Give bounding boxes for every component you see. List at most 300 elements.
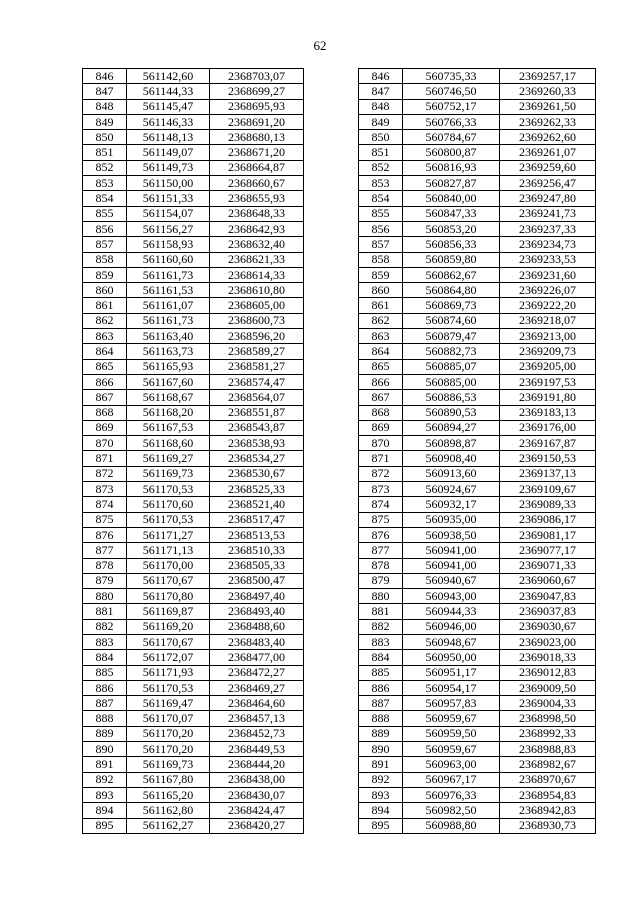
right-y-coordinate-cell: 2368998,50 [500, 711, 596, 726]
left-y-coordinate-cell: 2368605,00 [210, 298, 304, 313]
left-x-coordinate-cell: 561170,67 [127, 634, 210, 649]
right-x-coordinate-cell: 560847,33 [403, 206, 500, 221]
right-y-coordinate-cell: 2369012,83 [500, 665, 596, 680]
right-y-coordinate-cell: 2369137,13 [500, 466, 596, 481]
left-y-coordinate-cell: 2368452,73 [210, 726, 304, 741]
column-gap [304, 191, 359, 206]
right-point-number-cell: 887 [359, 696, 403, 711]
column-gap [304, 237, 359, 252]
right-x-coordinate-cell: 560752,17 [403, 99, 500, 114]
left-point-number-cell: 878 [83, 558, 127, 573]
right-y-coordinate-cell: 2369037,83 [500, 604, 596, 619]
left-y-coordinate-cell: 2368621,33 [210, 252, 304, 267]
column-gap [304, 84, 359, 99]
left-x-coordinate-cell: 561150,00 [127, 176, 210, 191]
left-x-coordinate-cell: 561167,80 [127, 772, 210, 787]
table-row [83, 466, 596, 481]
left-y-coordinate-cell: 2368493,40 [210, 604, 304, 619]
column-gap [304, 726, 359, 741]
right-y-coordinate-cell: 2369231,60 [500, 267, 596, 282]
page-number: 62 [313, 38, 327, 53]
left-x-coordinate-cell: 561165,20 [127, 787, 210, 802]
left-point-number-cell: 876 [83, 527, 127, 542]
right-point-number-cell: 860 [359, 283, 403, 298]
left-x-coordinate-cell: 561169,73 [127, 466, 210, 481]
left-point-number-cell: 853 [83, 176, 127, 191]
column-gap [304, 267, 359, 282]
right-y-coordinate-cell: 2369226,07 [500, 283, 596, 298]
left-y-coordinate-cell: 2368497,40 [210, 589, 304, 604]
table-row [83, 787, 596, 802]
left-point-number-cell: 849 [83, 114, 127, 129]
right-x-coordinate-cell: 560935,00 [403, 512, 500, 527]
table-row [83, 772, 596, 787]
right-x-coordinate-cell: 560840,00 [403, 191, 500, 206]
right-y-coordinate-cell: 2368988,83 [500, 742, 596, 757]
left-point-number-cell: 885 [83, 665, 127, 680]
column-gap [304, 787, 359, 802]
column-gap [304, 114, 359, 129]
table-row [83, 267, 596, 282]
left-y-coordinate-cell: 2368530,67 [210, 466, 304, 481]
column-gap [304, 634, 359, 649]
left-x-coordinate-cell: 561170,53 [127, 482, 210, 497]
column-gap [304, 757, 359, 772]
left-point-number-cell: 892 [83, 772, 127, 787]
left-x-coordinate-cell: 561170,80 [127, 589, 210, 604]
table-row [83, 497, 596, 512]
left-x-coordinate-cell: 561169,73 [127, 757, 210, 772]
right-point-number-cell: 879 [359, 573, 403, 588]
right-point-number-cell: 861 [359, 298, 403, 313]
table-row [83, 482, 596, 497]
right-x-coordinate-cell: 560948,67 [403, 634, 500, 649]
right-y-coordinate-cell: 2369004,33 [500, 696, 596, 711]
left-x-coordinate-cell: 561161,73 [127, 267, 210, 282]
left-x-coordinate-cell: 561170,53 [127, 680, 210, 695]
table-row [83, 527, 596, 542]
left-y-coordinate-cell: 2368488,60 [210, 619, 304, 634]
right-point-number-cell: 869 [359, 420, 403, 435]
left-y-coordinate-cell: 2368703,07 [210, 69, 304, 84]
left-y-coordinate-cell: 2368464,60 [210, 696, 304, 711]
left-y-coordinate-cell: 2368589,27 [210, 344, 304, 359]
left-x-coordinate-cell: 561161,07 [127, 298, 210, 313]
right-x-coordinate-cell: 560944,33 [403, 604, 500, 619]
left-y-coordinate-cell: 2368600,73 [210, 313, 304, 328]
right-y-coordinate-cell: 2369241,73 [500, 206, 596, 221]
left-point-number-cell: 883 [83, 634, 127, 649]
table-row [83, 206, 596, 221]
left-x-coordinate-cell: 561171,93 [127, 665, 210, 680]
left-x-coordinate-cell: 561163,40 [127, 329, 210, 344]
left-point-number-cell: 850 [83, 130, 127, 145]
right-x-coordinate-cell: 560800,87 [403, 145, 500, 160]
column-gap [304, 160, 359, 175]
right-x-coordinate-cell: 560853,20 [403, 221, 500, 236]
right-x-coordinate-cell: 560856,33 [403, 237, 500, 252]
right-y-coordinate-cell: 2369009,50 [500, 680, 596, 695]
right-point-number-cell: 893 [359, 787, 403, 802]
right-x-coordinate-cell: 560890,53 [403, 405, 500, 420]
left-x-coordinate-cell: 561170,60 [127, 497, 210, 512]
table-row [83, 130, 596, 145]
left-point-number-cell: 871 [83, 451, 127, 466]
table-row [83, 680, 596, 695]
right-y-coordinate-cell: 2369071,33 [500, 558, 596, 573]
column-gap [304, 390, 359, 405]
right-x-coordinate-cell: 560784,67 [403, 130, 500, 145]
table-row [83, 711, 596, 726]
table-row [83, 298, 596, 313]
left-x-coordinate-cell: 561170,00 [127, 558, 210, 573]
table-row [83, 512, 596, 527]
column-gap [304, 283, 359, 298]
right-x-coordinate-cell: 560874,60 [403, 313, 500, 328]
column-gap [304, 69, 359, 84]
right-point-number-cell: 857 [359, 237, 403, 252]
left-y-coordinate-cell: 2368691,20 [210, 114, 304, 129]
left-point-number-cell: 863 [83, 329, 127, 344]
right-y-coordinate-cell: 2369209,73 [500, 344, 596, 359]
table-row [83, 237, 596, 252]
right-point-number-cell: 858 [359, 252, 403, 267]
right-x-coordinate-cell: 560816,93 [403, 160, 500, 175]
left-x-coordinate-cell: 561167,60 [127, 374, 210, 389]
right-point-number-cell: 882 [359, 619, 403, 634]
column-gap [304, 696, 359, 711]
left-point-number-cell: 869 [83, 420, 127, 435]
right-point-number-cell: 850 [359, 130, 403, 145]
right-y-coordinate-cell: 2369197,53 [500, 374, 596, 389]
column-gap [304, 680, 359, 695]
left-y-coordinate-cell: 2368671,20 [210, 145, 304, 160]
right-point-number-cell: 853 [359, 176, 403, 191]
right-point-number-cell: 849 [359, 114, 403, 129]
left-point-number-cell: 887 [83, 696, 127, 711]
right-point-number-cell: 883 [359, 634, 403, 649]
right-point-number-cell: 890 [359, 742, 403, 757]
left-y-coordinate-cell: 2368525,33 [210, 482, 304, 497]
left-x-coordinate-cell: 561144,33 [127, 84, 210, 99]
right-x-coordinate-cell: 560988,80 [403, 818, 500, 833]
right-x-coordinate-cell: 560959,67 [403, 711, 500, 726]
right-y-coordinate-cell: 2369262,33 [500, 114, 596, 129]
right-x-coordinate-cell: 560864,80 [403, 283, 500, 298]
right-point-number-cell: 880 [359, 589, 403, 604]
table-row [83, 405, 596, 420]
right-y-coordinate-cell: 2369081,17 [500, 527, 596, 542]
left-y-coordinate-cell: 2368574,47 [210, 374, 304, 389]
column-gap [304, 665, 359, 680]
right-point-number-cell: 877 [359, 543, 403, 558]
column-gap [304, 772, 359, 787]
left-point-number-cell: 854 [83, 191, 127, 206]
left-y-coordinate-cell: 2368581,27 [210, 359, 304, 374]
left-x-coordinate-cell: 561154,07 [127, 206, 210, 221]
right-point-number-cell: 891 [359, 757, 403, 772]
left-point-number-cell: 895 [83, 818, 127, 833]
column-gap [304, 221, 359, 236]
right-x-coordinate-cell: 560913,60 [403, 466, 500, 481]
left-x-coordinate-cell: 561168,20 [127, 405, 210, 420]
right-y-coordinate-cell: 2369047,83 [500, 589, 596, 604]
right-x-coordinate-cell: 560766,33 [403, 114, 500, 129]
coordinates-table [82, 68, 596, 834]
left-y-coordinate-cell: 2368534,27 [210, 451, 304, 466]
right-point-number-cell: 872 [359, 466, 403, 481]
column-gap [304, 405, 359, 420]
right-y-coordinate-cell: 2369018,33 [500, 650, 596, 665]
right-point-number-cell: 847 [359, 84, 403, 99]
left-point-number-cell: 875 [83, 512, 127, 527]
right-y-coordinate-cell: 2369259,60 [500, 160, 596, 175]
left-point-number-cell: 874 [83, 497, 127, 512]
left-x-coordinate-cell: 561171,13 [127, 543, 210, 558]
column-gap [304, 573, 359, 588]
right-y-coordinate-cell: 2369218,07 [500, 313, 596, 328]
right-x-coordinate-cell: 560885,00 [403, 374, 500, 389]
left-x-coordinate-cell: 561165,93 [127, 359, 210, 374]
left-y-coordinate-cell: 2368695,93 [210, 99, 304, 114]
table-row [83, 742, 596, 757]
right-point-number-cell: 884 [359, 650, 403, 665]
column-gap [304, 436, 359, 451]
right-y-coordinate-cell: 2369109,67 [500, 482, 596, 497]
column-gap [304, 176, 359, 191]
left-y-coordinate-cell: 2368438,00 [210, 772, 304, 787]
right-point-number-cell: 894 [359, 803, 403, 818]
right-y-coordinate-cell: 2369060,67 [500, 573, 596, 588]
left-point-number-cell: 852 [83, 160, 127, 175]
left-y-coordinate-cell: 2368457,13 [210, 711, 304, 726]
column-gap [304, 359, 359, 374]
right-x-coordinate-cell: 560963,00 [403, 757, 500, 772]
right-x-coordinate-cell: 560859,80 [403, 252, 500, 267]
right-point-number-cell: 846 [359, 69, 403, 84]
left-point-number-cell: 882 [83, 619, 127, 634]
right-y-coordinate-cell: 2369023,00 [500, 634, 596, 649]
right-x-coordinate-cell: 560894,27 [403, 420, 500, 435]
left-point-number-cell: 879 [83, 573, 127, 588]
left-x-coordinate-cell: 561142,60 [127, 69, 210, 84]
left-y-coordinate-cell: 2368664,87 [210, 160, 304, 175]
left-point-number-cell: 864 [83, 344, 127, 359]
left-y-coordinate-cell: 2368521,40 [210, 497, 304, 512]
right-x-coordinate-cell: 560982,50 [403, 803, 500, 818]
right-y-coordinate-cell: 2369030,67 [500, 619, 596, 634]
left-x-coordinate-cell: 561162,80 [127, 803, 210, 818]
table-row [83, 114, 596, 129]
right-y-coordinate-cell: 2369191,80 [500, 390, 596, 405]
right-x-coordinate-cell: 560869,73 [403, 298, 500, 313]
column-gap [304, 252, 359, 267]
left-y-coordinate-cell: 2368517,47 [210, 512, 304, 527]
left-x-coordinate-cell: 561160,60 [127, 252, 210, 267]
table-row [83, 818, 596, 833]
left-y-coordinate-cell: 2368505,33 [210, 558, 304, 573]
right-point-number-cell: 848 [359, 99, 403, 114]
table-row [83, 634, 596, 649]
left-y-coordinate-cell: 2368513,53 [210, 527, 304, 542]
table-row [83, 221, 596, 236]
right-y-coordinate-cell: 2369150,53 [500, 451, 596, 466]
left-point-number-cell: 862 [83, 313, 127, 328]
column-gap [304, 711, 359, 726]
right-y-coordinate-cell: 2369233,53 [500, 252, 596, 267]
table-row [83, 451, 596, 466]
table-row [83, 757, 596, 772]
table-row [83, 619, 596, 634]
table-row [83, 589, 596, 604]
right-point-number-cell: 895 [359, 818, 403, 833]
left-x-coordinate-cell: 561156,27 [127, 221, 210, 236]
left-y-coordinate-cell: 2368610,80 [210, 283, 304, 298]
right-x-coordinate-cell: 560938,50 [403, 527, 500, 542]
left-y-coordinate-cell: 2368699,27 [210, 84, 304, 99]
column-gap [304, 650, 359, 665]
table-row [83, 803, 596, 818]
right-x-coordinate-cell: 560882,73 [403, 344, 500, 359]
column-gap [304, 742, 359, 757]
table-row [83, 283, 596, 298]
table-row [83, 313, 596, 328]
right-x-coordinate-cell: 560924,67 [403, 482, 500, 497]
left-x-coordinate-cell: 561163,73 [127, 344, 210, 359]
left-y-coordinate-cell: 2368655,93 [210, 191, 304, 206]
left-point-number-cell: 865 [83, 359, 127, 374]
right-point-number-cell: 856 [359, 221, 403, 236]
table-row [83, 650, 596, 665]
table-row [83, 160, 596, 175]
left-x-coordinate-cell: 561168,60 [127, 436, 210, 451]
left-point-number-cell: 858 [83, 252, 127, 267]
right-x-coordinate-cell: 560735,33 [403, 69, 500, 84]
right-y-coordinate-cell: 2369205,00 [500, 359, 596, 374]
left-point-number-cell: 877 [83, 543, 127, 558]
right-point-number-cell: 881 [359, 604, 403, 619]
left-y-coordinate-cell: 2368564,07 [210, 390, 304, 405]
column-gap [304, 130, 359, 145]
table-row [83, 558, 596, 573]
left-point-number-cell: 872 [83, 466, 127, 481]
right-x-coordinate-cell: 560954,17 [403, 680, 500, 695]
right-x-coordinate-cell: 560976,33 [403, 787, 500, 802]
left-y-coordinate-cell: 2368538,93 [210, 436, 304, 451]
table-row [83, 145, 596, 160]
left-point-number-cell: 855 [83, 206, 127, 221]
column-gap [304, 329, 359, 344]
right-y-coordinate-cell: 2369089,33 [500, 497, 596, 512]
left-y-coordinate-cell: 2368642,93 [210, 221, 304, 236]
column-gap [304, 543, 359, 558]
table-row [83, 374, 596, 389]
left-point-number-cell: 868 [83, 405, 127, 420]
column-gap [304, 374, 359, 389]
right-x-coordinate-cell: 560959,67 [403, 742, 500, 757]
left-x-coordinate-cell: 561149,73 [127, 160, 210, 175]
right-x-coordinate-cell: 560941,00 [403, 558, 500, 573]
right-x-coordinate-cell: 560967,17 [403, 772, 500, 787]
left-x-coordinate-cell: 561169,47 [127, 696, 210, 711]
left-x-coordinate-cell: 561169,27 [127, 451, 210, 466]
left-point-number-cell: 888 [83, 711, 127, 726]
column-gap [304, 298, 359, 313]
table-row [83, 191, 596, 206]
column-gap [304, 482, 359, 497]
column-gap [304, 145, 359, 160]
right-y-coordinate-cell: 2368970,67 [500, 772, 596, 787]
right-point-number-cell: 852 [359, 160, 403, 175]
table-row [83, 573, 596, 588]
right-y-coordinate-cell: 2369260,33 [500, 84, 596, 99]
left-point-number-cell: 851 [83, 145, 127, 160]
right-point-number-cell: 863 [359, 329, 403, 344]
left-y-coordinate-cell: 2368430,07 [210, 787, 304, 802]
column-gap [304, 497, 359, 512]
column-gap [304, 604, 359, 619]
right-y-coordinate-cell: 2368992,33 [500, 726, 596, 741]
right-y-coordinate-cell: 2369176,00 [500, 420, 596, 435]
right-y-coordinate-cell: 2368982,67 [500, 757, 596, 772]
left-point-number-cell: 890 [83, 742, 127, 757]
left-point-number-cell: 881 [83, 604, 127, 619]
left-point-number-cell: 880 [83, 589, 127, 604]
left-point-number-cell: 847 [83, 84, 127, 99]
left-x-coordinate-cell: 561145,47 [127, 99, 210, 114]
left-y-coordinate-cell: 2368648,33 [210, 206, 304, 221]
right-point-number-cell: 888 [359, 711, 403, 726]
right-y-coordinate-cell: 2369237,33 [500, 221, 596, 236]
left-point-number-cell: 857 [83, 237, 127, 252]
left-x-coordinate-cell: 561161,53 [127, 283, 210, 298]
column-gap [304, 558, 359, 573]
left-point-number-cell: 893 [83, 787, 127, 802]
left-y-coordinate-cell: 2368680,13 [210, 130, 304, 145]
right-x-coordinate-cell: 560957,83 [403, 696, 500, 711]
right-point-number-cell: 865 [359, 359, 403, 374]
right-point-number-cell: 855 [359, 206, 403, 221]
right-y-coordinate-cell: 2369183,13 [500, 405, 596, 420]
left-point-number-cell: 894 [83, 803, 127, 818]
left-point-number-cell: 891 [83, 757, 127, 772]
left-y-coordinate-cell: 2368420,27 [210, 818, 304, 833]
table-row [83, 420, 596, 435]
left-point-number-cell: 870 [83, 436, 127, 451]
right-x-coordinate-cell: 560827,87 [403, 176, 500, 191]
left-x-coordinate-cell: 561158,93 [127, 237, 210, 252]
right-point-number-cell: 862 [359, 313, 403, 328]
right-y-coordinate-cell: 2369261,07 [500, 145, 596, 160]
column-gap [304, 619, 359, 634]
right-x-coordinate-cell: 560908,40 [403, 451, 500, 466]
left-point-number-cell: 867 [83, 390, 127, 405]
table-row [83, 665, 596, 680]
left-y-coordinate-cell: 2368551,87 [210, 405, 304, 420]
left-y-coordinate-cell: 2368510,33 [210, 543, 304, 558]
left-x-coordinate-cell: 561170,53 [127, 512, 210, 527]
right-x-coordinate-cell: 560941,00 [403, 543, 500, 558]
table-row [83, 604, 596, 619]
left-point-number-cell: 846 [83, 69, 127, 84]
right-y-coordinate-cell: 2369077,17 [500, 543, 596, 558]
left-y-coordinate-cell: 2368444,20 [210, 757, 304, 772]
left-x-coordinate-cell: 561170,20 [127, 742, 210, 757]
left-y-coordinate-cell: 2368469,27 [210, 680, 304, 695]
right-y-coordinate-cell: 2369262,60 [500, 130, 596, 145]
left-y-coordinate-cell: 2368614,33 [210, 267, 304, 282]
left-x-coordinate-cell: 561167,53 [127, 420, 210, 435]
